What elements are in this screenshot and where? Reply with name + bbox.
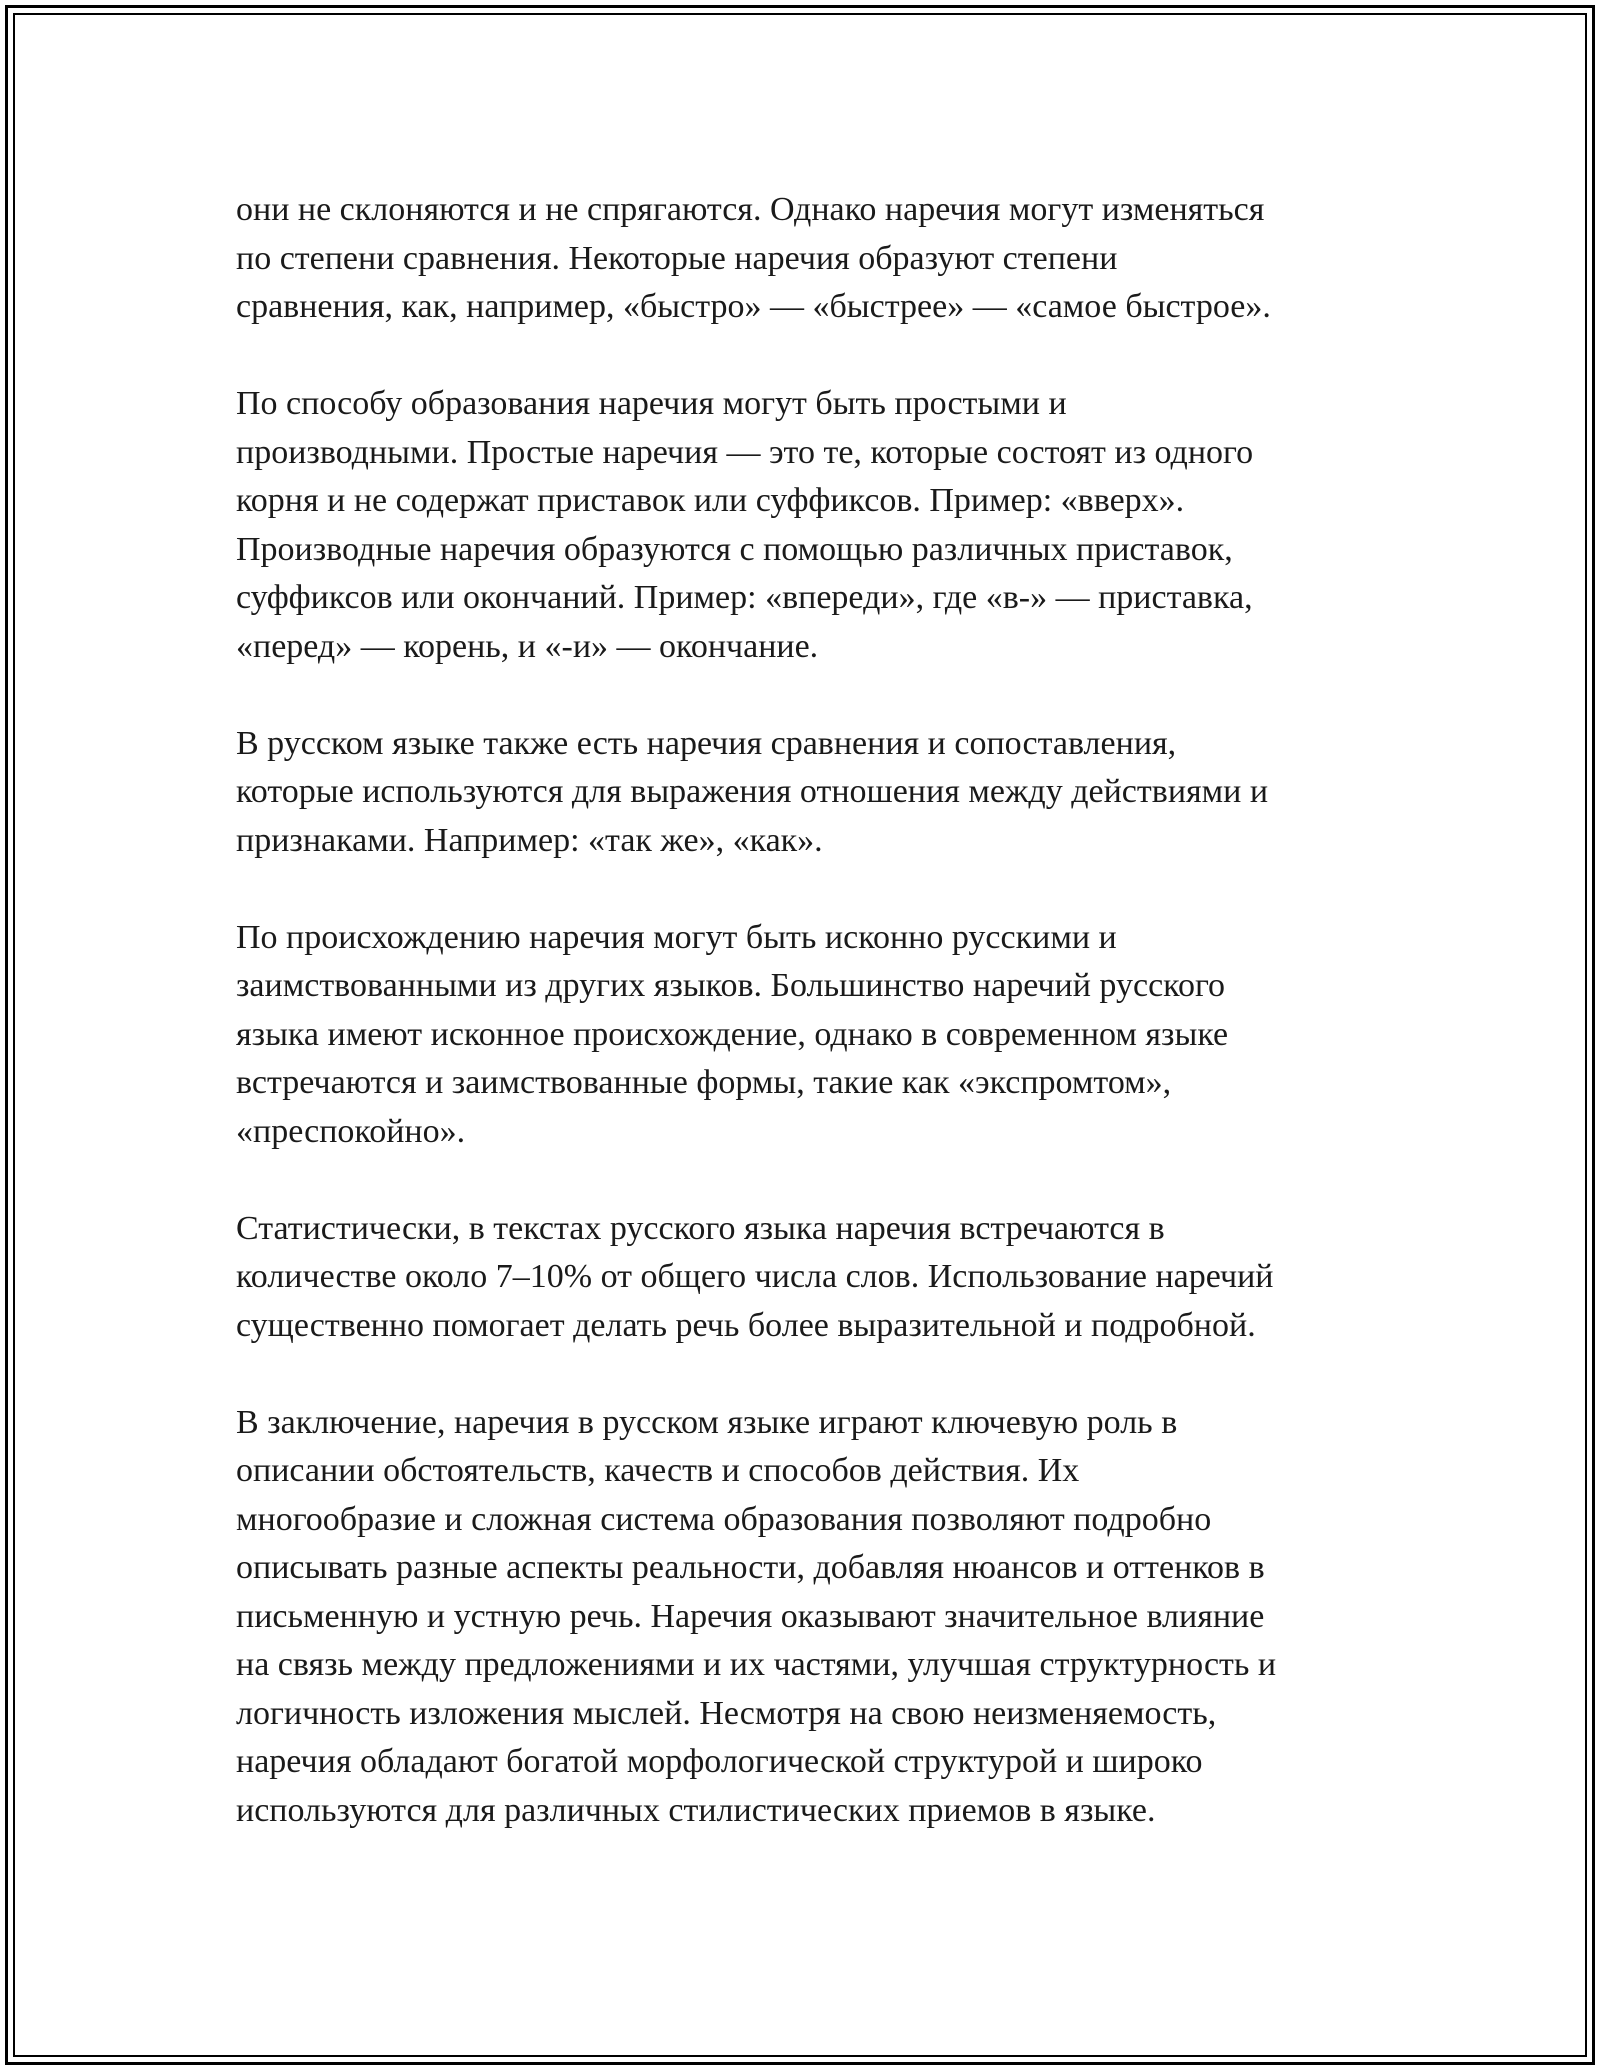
text-line: В заключение, наречия в русском языке играют ключевую роль в <box>236 1403 1178 1441</box>
text-line: В русском языке также есть наречия сравнения и сопоставления, <box>236 724 1177 762</box>
text-line: «перед» — корень, и «-и» — окончание. <box>236 627 819 665</box>
text-line: логичность изложения мыслей. Несмотря на свою неизменяемость, <box>236 1694 1217 1732</box>
text-line: наречия обладают богатой морфологической структурой и широко <box>236 1743 1203 1780</box>
text-line: письменную и устную речь. Наречия оказывают значительное влияние <box>236 1597 1265 1635</box>
text-line: По происхождению наречия могут быть исконно русскими и <box>236 918 1117 956</box>
text-line: производными. Простые наречия — это те, которые состоят из одного <box>236 433 1254 471</box>
paragraph <box>236 186 1396 332</box>
text-line: количестве около 7–10% от общего числа слов. Использование наречий <box>236 1258 1274 1295</box>
text-line: на связь между предложениями и их частями, улучшая структурность и <box>236 1646 1277 1683</box>
paragraph <box>236 1205 1396 1351</box>
text-line: описании обстоятельств, качеств и способов действия. Их <box>236 1452 1080 1489</box>
text-line: которые используются для выражения отношения между действиями и <box>236 773 1269 810</box>
text-line: существенно помогает делать речь более выразительной и подробной. <box>236 1306 1256 1344</box>
text-line: «преспокойно». <box>236 1112 466 1150</box>
text-line: по степени сравнения. Некоторые наречия образуют степени <box>236 239 1118 277</box>
text-line: заимствованными из других языков. Большинство наречий русского <box>236 967 1226 1004</box>
paragraph <box>236 1399 1396 1836</box>
text-line: языка имеют исконное происхождение, однако в современном языке <box>236 1015 1229 1053</box>
text-line: Статистически, в текстах русского языка наречия встречаются в <box>236 1209 1165 1247</box>
text-line: корня и не содержат приставок или суффиксов. Пример: «вверх». <box>236 482 1185 519</box>
text-line: встречаются и заимствованные формы, такие как «экспромтом», <box>236 1064 1172 1101</box>
text-line: они не склоняются и не спрягаются. Однако наречия могут изменяться <box>236 191 1265 228</box>
text-line: По способу образования наречия могут быть простыми и <box>236 385 1067 422</box>
paragraph <box>236 380 1396 671</box>
text-line: признаками. Например: «так же», «как». <box>236 821 823 859</box>
paragraph <box>236 720 1396 866</box>
text-line: описывать разные аспекты реальности, добавляя нюансов и оттенков в <box>236 1549 1265 1586</box>
text-line: сравнения, как, например, «быстро» — «быстрее» — «самое быстрое». <box>236 288 1271 325</box>
text-line: многообразие и сложная система образования позволяют подробно <box>236 1500 1212 1538</box>
text-line: суффиксов или окончаний. Пример: «впереди», где «в-» — приставка, <box>236 579 1253 616</box>
text-line: Производные наречия образуются с помощью различных приставок, <box>236 530 1233 568</box>
document-body <box>236 186 1396 1884</box>
text-line: используются для различных стилистических приемов в языке. <box>236 1791 1156 1829</box>
paragraph <box>236 914 1396 1157</box>
